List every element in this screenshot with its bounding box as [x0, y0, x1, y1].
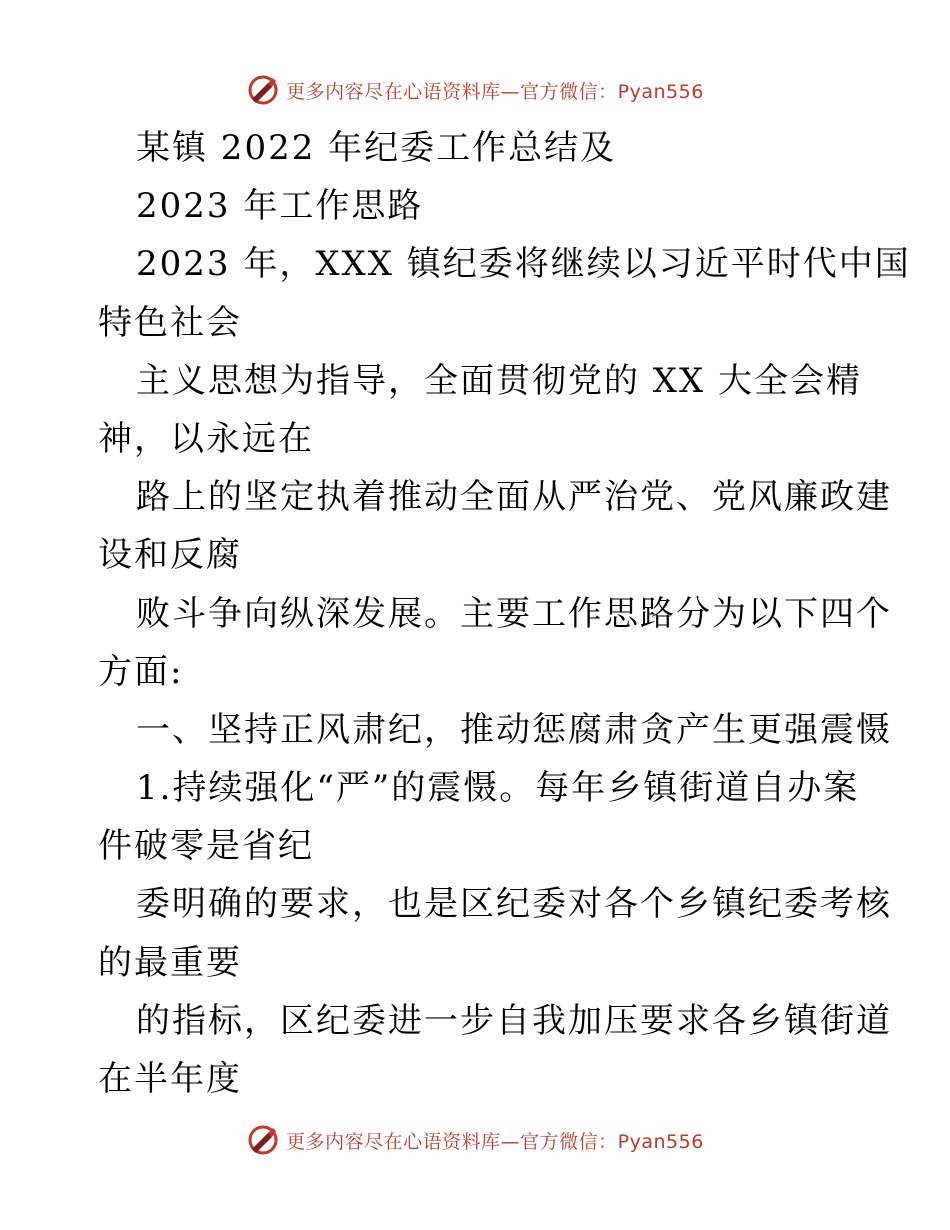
paragraph-line: 设和反腐 — [98, 535, 242, 576]
header-banner — [0, 70, 950, 110]
pen-swirl-logo-icon — [246, 73, 280, 107]
banner-text: 更多内容尽在心语资料库—官方微信：Pyan556 — [286, 1130, 704, 1153]
banner-text: 更多内容尽在心语资料库—官方微信：Pyan556 — [286, 80, 704, 103]
paragraph-line: 的指标，区纪委进一步自我加压要求各乡镇街道 — [136, 1000, 892, 1041]
title-line-2: 2023 年工作思路 — [136, 186, 424, 227]
paragraph-line: 路上的坚定执着推动全面从严治党、党风廉政建 — [136, 477, 892, 518]
section-heading: 一、坚持正风肃纪，推动惩腐肃贪产生更强震慑 — [136, 709, 892, 750]
paragraph-line: 委明确的要求，也是区纪委对各个乡镇纪委考核 — [136, 884, 892, 925]
paragraph-line: 在半年度 — [98, 1059, 242, 1099]
document-body — [98, 119, 911, 1108]
paragraph-line: 的最重要 — [98, 942, 242, 983]
paragraph-line: 特色社会 — [98, 302, 242, 343]
pen-swirl-logo-icon — [246, 1123, 280, 1157]
paragraph-line: 2023 年，XXX 镇纪委将继续以习近平时代中国 — [136, 244, 911, 285]
paragraph-line: 1.持续强化“严”的震慑。每年乡镇街道自办案 — [136, 768, 860, 809]
paragraph-line: 主义思想为指导，全面贯彻党的 XX 大全会精 — [136, 360, 863, 401]
paragraph-line: 件破零是省纪 — [98, 826, 314, 867]
paragraph-line: 败斗争向纵深发展。主要工作思路分为以下四个 — [136, 593, 892, 634]
footer-banner — [0, 1120, 950, 1160]
title-line-1: 某镇 2022 年纪委工作总结及 — [136, 128, 617, 168]
paragraph-line: 神，以永远在 — [98, 418, 314, 459]
paragraph-line: 方面: — [98, 651, 184, 692]
